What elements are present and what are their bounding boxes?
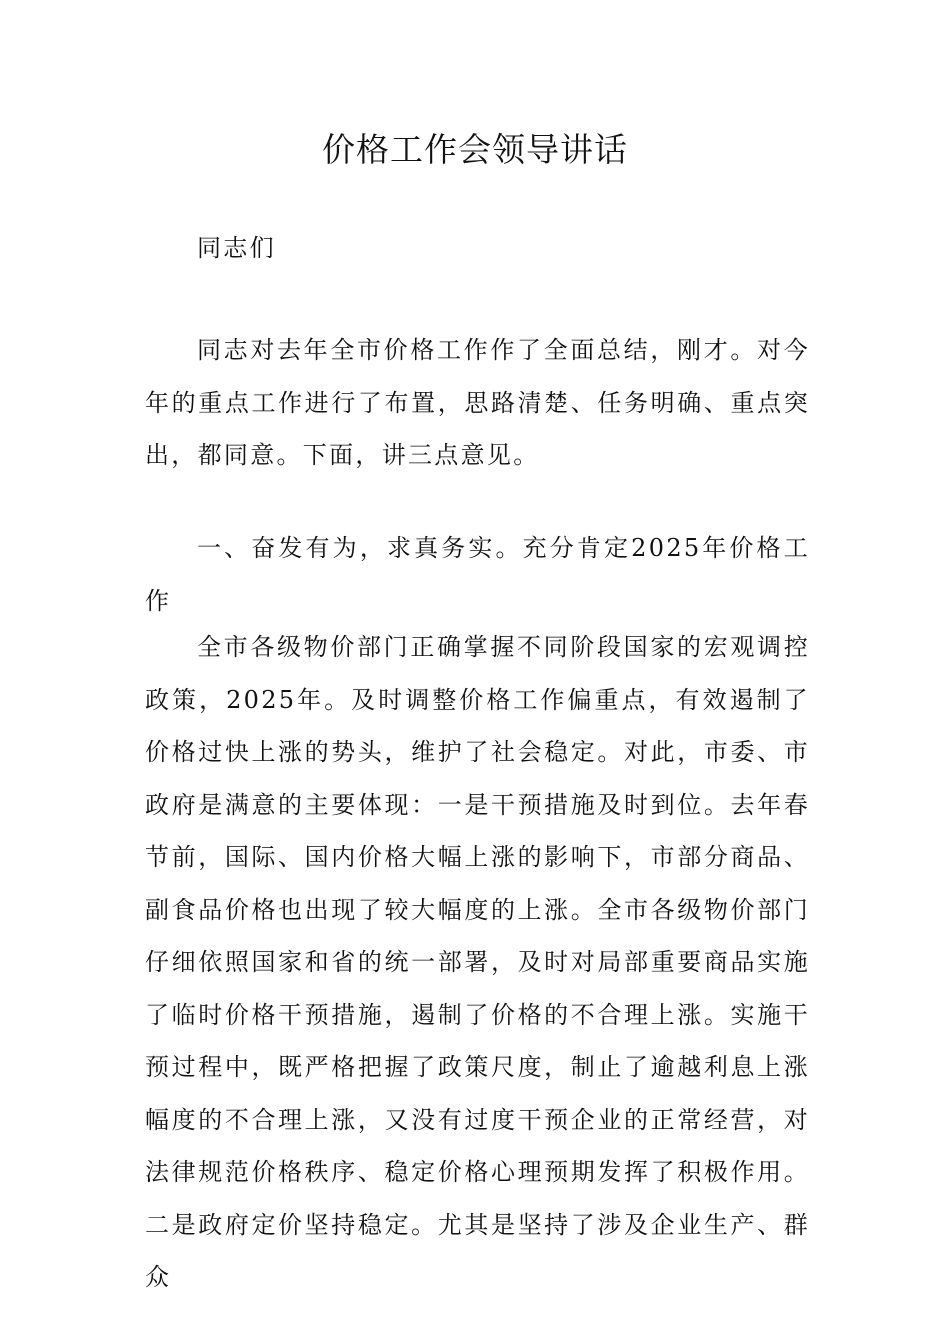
- document-title: 价格工作会领导讲话: [322, 130, 628, 169]
- intro-paragraph: 同志对去年全市价格工作作了全面总结，刚才。对今年的重点工作进行了布置，思路清楚、任务明确、重点突出，都同意。下面，讲三点意见。: [145, 336, 810, 469]
- greeting-paragraph: 同志们: [197, 234, 276, 262]
- body-paragraph: 全市各级物价部门正确掌握不同阶段国家的宏观调控政策，2025年。及时调整价格工作偏重点，有效遏制了价格过快上涨的势头，维护了社会稳定。对此，市委、市政府是满意的主要体现：一是干预措施及时到位。去年春节前，国际、国内价格大幅上涨的影响下，市部分商品、副食品价格也出现了较大幅度的上涨。全市各级物价部门仔细依照国家和省的统一部署，及时对局部重要商品实施了临时价格干预措施，遏制了价格的不合理上涨。实施干预过程中，既严格把握了政策尺度，制止了逾越利息上涨幅度的不合理上涨，又没有过度干预企业的正常经营，对法律规范价格秩序、稳定价格心理预期发挥了积极作用。二是政府定价坚持稳定。尤其是坚持了涉及企业生产、群众: [145, 633, 810, 1291]
- section-heading: 一、奋发有为，求真务实。充分肯定2025年价格工作: [145, 534, 810, 615]
